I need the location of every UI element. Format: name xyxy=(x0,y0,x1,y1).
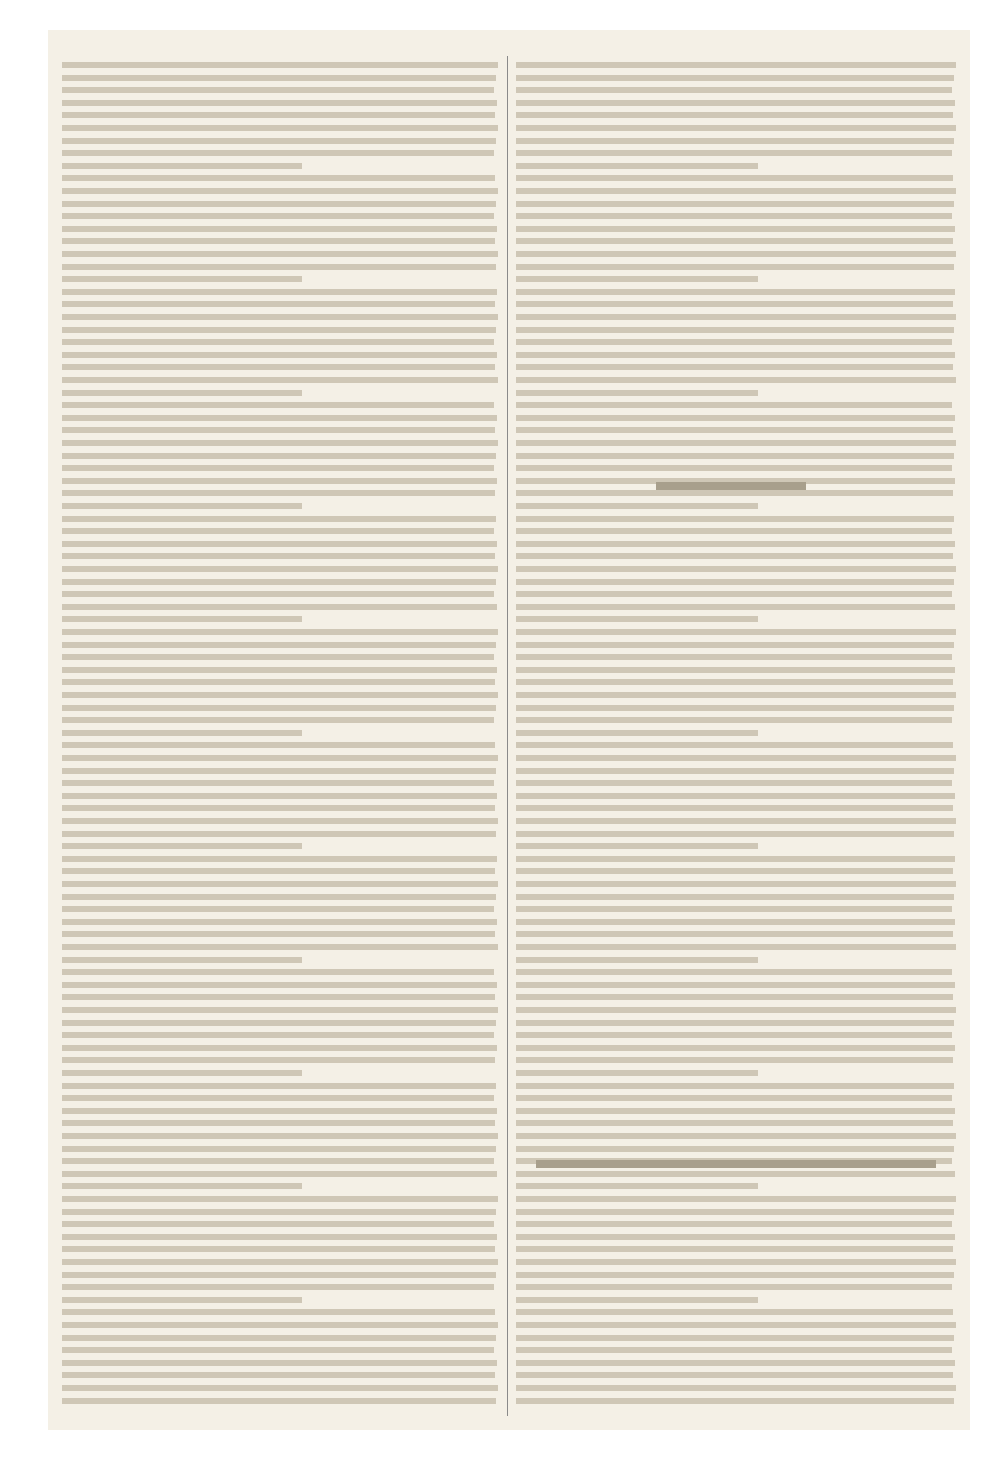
text-line xyxy=(62,465,494,471)
text-line xyxy=(62,490,495,496)
text-line xyxy=(62,1347,494,1353)
text-line xyxy=(62,629,498,635)
text-line xyxy=(516,919,955,925)
text-line xyxy=(62,1133,498,1139)
text-line xyxy=(62,390,302,396)
newspaper-page xyxy=(48,30,970,1430)
text-line xyxy=(516,566,956,572)
text-line xyxy=(516,717,952,723)
text-line xyxy=(516,616,758,622)
text-line xyxy=(62,604,497,610)
text-line xyxy=(62,1221,494,1227)
text-line xyxy=(62,503,302,509)
text-line xyxy=(62,1007,498,1013)
text-line xyxy=(62,175,495,181)
text-line xyxy=(516,276,758,282)
text-line xyxy=(516,377,956,383)
text-line xyxy=(516,982,955,988)
text-line xyxy=(516,516,954,522)
text-line xyxy=(516,364,953,370)
text-line xyxy=(516,427,953,433)
text-line xyxy=(62,1146,496,1152)
text-line xyxy=(516,1083,954,1089)
text-line xyxy=(62,339,494,345)
text-line xyxy=(62,1385,498,1391)
text-line xyxy=(516,1385,956,1391)
text-line xyxy=(516,1259,956,1265)
text-line xyxy=(516,1322,956,1328)
text-line xyxy=(516,818,956,824)
text-line xyxy=(62,957,302,963)
text-line xyxy=(516,1234,955,1240)
text-line xyxy=(516,264,954,270)
text-line xyxy=(62,705,496,711)
text-line xyxy=(62,427,495,433)
text-line xyxy=(62,125,498,131)
text-line xyxy=(62,692,498,698)
text-line xyxy=(516,1196,956,1202)
section-heading xyxy=(656,482,806,490)
text-line xyxy=(516,1209,954,1215)
text-line xyxy=(62,238,495,244)
text-line xyxy=(62,881,498,887)
text-line xyxy=(516,1297,758,1303)
text-line xyxy=(62,364,495,370)
text-line xyxy=(62,1070,302,1076)
text-line xyxy=(516,541,955,547)
text-line xyxy=(62,1108,497,1114)
text-line xyxy=(516,125,956,131)
text-line xyxy=(62,541,497,547)
text-line xyxy=(62,163,302,169)
text-line xyxy=(516,742,953,748)
text-line xyxy=(516,679,953,685)
text-line xyxy=(62,919,497,925)
text-line xyxy=(516,163,758,169)
text-line xyxy=(516,1020,954,1026)
right-column xyxy=(516,62,956,1412)
text-line xyxy=(62,843,302,849)
text-line xyxy=(62,1284,494,1290)
text-line xyxy=(62,1057,495,1063)
text-line xyxy=(516,805,953,811)
text-line xyxy=(516,440,956,446)
text-line xyxy=(62,856,497,862)
left-column xyxy=(62,62,498,1412)
text-line xyxy=(516,175,953,181)
text-line xyxy=(516,957,758,963)
text-line xyxy=(516,579,954,585)
text-line xyxy=(516,604,955,610)
text-line xyxy=(62,553,495,559)
column-divider xyxy=(507,56,508,1416)
text-line xyxy=(516,856,955,862)
text-line xyxy=(516,138,954,144)
text-line xyxy=(516,843,758,849)
text-line xyxy=(516,906,952,912)
text-line xyxy=(62,642,496,648)
text-line xyxy=(516,994,953,1000)
text-line xyxy=(516,654,952,660)
text-line xyxy=(62,831,496,837)
text-line xyxy=(62,440,498,446)
text-line xyxy=(62,579,496,585)
text-line xyxy=(516,1284,952,1290)
text-line xyxy=(516,352,955,358)
text-line xyxy=(62,264,496,270)
text-line xyxy=(62,1183,302,1189)
text-line xyxy=(62,1095,494,1101)
text-line xyxy=(62,591,494,597)
text-line xyxy=(62,87,494,93)
text-line xyxy=(516,75,954,81)
text-line xyxy=(62,780,494,786)
text-line xyxy=(62,1372,495,1378)
text-line xyxy=(516,793,955,799)
text-line xyxy=(62,805,495,811)
text-line xyxy=(62,616,302,622)
text-line xyxy=(516,503,758,509)
text-line xyxy=(516,730,758,736)
text-line xyxy=(516,642,954,648)
text-line xyxy=(62,402,494,408)
text-line xyxy=(62,188,498,194)
text-line xyxy=(516,314,956,320)
text-line xyxy=(516,931,953,937)
text-line xyxy=(62,352,497,358)
text-line xyxy=(62,301,495,307)
text-line xyxy=(516,415,955,421)
text-line xyxy=(516,1221,952,1227)
text-line xyxy=(516,465,952,471)
text-line xyxy=(62,1297,302,1303)
text-line xyxy=(516,780,952,786)
text-line xyxy=(516,894,954,900)
text-line xyxy=(62,251,498,257)
text-line xyxy=(62,478,497,484)
text-line xyxy=(62,894,496,900)
text-line xyxy=(62,1335,496,1341)
text-line xyxy=(62,1246,495,1252)
text-line xyxy=(516,1246,953,1252)
text-line xyxy=(62,768,496,774)
text-line xyxy=(62,453,496,459)
text-line xyxy=(62,868,495,874)
text-line xyxy=(62,566,498,572)
text-line xyxy=(62,1158,494,1164)
text-line xyxy=(62,516,496,522)
text-line xyxy=(516,755,956,761)
text-line xyxy=(516,1032,952,1038)
text-line xyxy=(62,969,494,975)
text-line xyxy=(62,1398,496,1404)
text-line xyxy=(516,339,952,345)
text-line xyxy=(516,390,758,396)
text-line xyxy=(516,629,956,635)
text-line xyxy=(516,944,956,950)
text-line xyxy=(516,62,956,68)
text-line xyxy=(516,289,955,295)
text-line xyxy=(62,679,495,685)
text-line xyxy=(516,453,954,459)
text-line xyxy=(516,768,954,774)
text-line xyxy=(516,1057,953,1063)
text-line xyxy=(516,238,953,244)
text-line xyxy=(62,1309,495,1315)
text-line xyxy=(62,654,494,660)
text-line xyxy=(62,982,497,988)
text-line xyxy=(516,667,955,673)
text-line xyxy=(516,868,953,874)
text-line xyxy=(62,906,494,912)
text-line xyxy=(516,1360,955,1366)
text-line xyxy=(62,742,495,748)
text-line xyxy=(516,692,956,698)
text-line xyxy=(516,1070,758,1076)
text-line xyxy=(62,1272,496,1278)
text-line xyxy=(62,730,302,736)
text-line xyxy=(62,944,498,950)
text-line xyxy=(516,1133,956,1139)
text-line xyxy=(516,1007,956,1013)
text-line xyxy=(516,213,952,219)
text-line xyxy=(62,62,498,68)
text-line xyxy=(62,1120,495,1126)
text-line xyxy=(62,1209,496,1215)
text-line xyxy=(516,969,952,975)
text-line xyxy=(62,1083,496,1089)
text-line xyxy=(62,289,497,295)
text-line xyxy=(516,327,954,333)
text-line xyxy=(516,100,955,106)
text-line xyxy=(516,201,954,207)
text-line xyxy=(516,1045,955,1051)
text-line xyxy=(62,112,495,118)
text-line xyxy=(62,1322,498,1328)
text-line xyxy=(62,138,496,144)
text-line xyxy=(62,1259,498,1265)
text-line xyxy=(516,1183,758,1189)
text-line xyxy=(516,1146,954,1152)
text-line xyxy=(516,402,952,408)
text-line xyxy=(62,1032,494,1038)
text-line xyxy=(516,1347,952,1353)
text-line xyxy=(62,1234,497,1240)
text-line xyxy=(516,1272,954,1278)
text-line xyxy=(62,201,496,207)
text-line xyxy=(516,1335,954,1341)
text-line xyxy=(516,150,952,156)
text-line xyxy=(516,87,952,93)
text-line xyxy=(516,528,952,534)
text-line xyxy=(516,881,956,887)
text-line xyxy=(516,188,956,194)
text-line xyxy=(62,150,494,156)
text-line xyxy=(62,818,498,824)
text-line xyxy=(62,415,497,421)
text-line xyxy=(516,1108,955,1114)
text-line xyxy=(516,705,954,711)
text-line xyxy=(62,1045,497,1051)
text-line xyxy=(516,553,953,559)
text-line xyxy=(62,755,498,761)
text-line xyxy=(516,1309,953,1315)
text-line xyxy=(516,112,953,118)
text-line xyxy=(516,490,953,496)
text-line xyxy=(62,100,497,106)
text-line xyxy=(516,301,953,307)
text-line xyxy=(62,1020,496,1026)
text-line xyxy=(62,1360,497,1366)
text-line xyxy=(516,1372,953,1378)
text-line xyxy=(62,1171,497,1177)
text-line xyxy=(62,528,494,534)
section-heading xyxy=(536,1160,936,1168)
text-line xyxy=(62,1196,498,1202)
text-line xyxy=(516,251,956,257)
text-line xyxy=(62,377,498,383)
text-line xyxy=(62,75,496,81)
text-line xyxy=(62,667,497,673)
text-line xyxy=(516,831,954,837)
text-line xyxy=(62,213,494,219)
text-line xyxy=(516,1120,953,1126)
text-line xyxy=(516,1398,954,1404)
text-line xyxy=(62,994,495,1000)
text-line xyxy=(62,226,497,232)
text-line xyxy=(62,276,302,282)
text-line xyxy=(62,717,494,723)
text-line xyxy=(62,327,496,333)
text-line xyxy=(516,226,955,232)
text-line xyxy=(516,1095,952,1101)
text-line xyxy=(516,1171,955,1177)
text-line xyxy=(516,591,952,597)
text-line xyxy=(62,793,497,799)
text-line xyxy=(62,931,495,937)
text-line xyxy=(62,314,498,320)
